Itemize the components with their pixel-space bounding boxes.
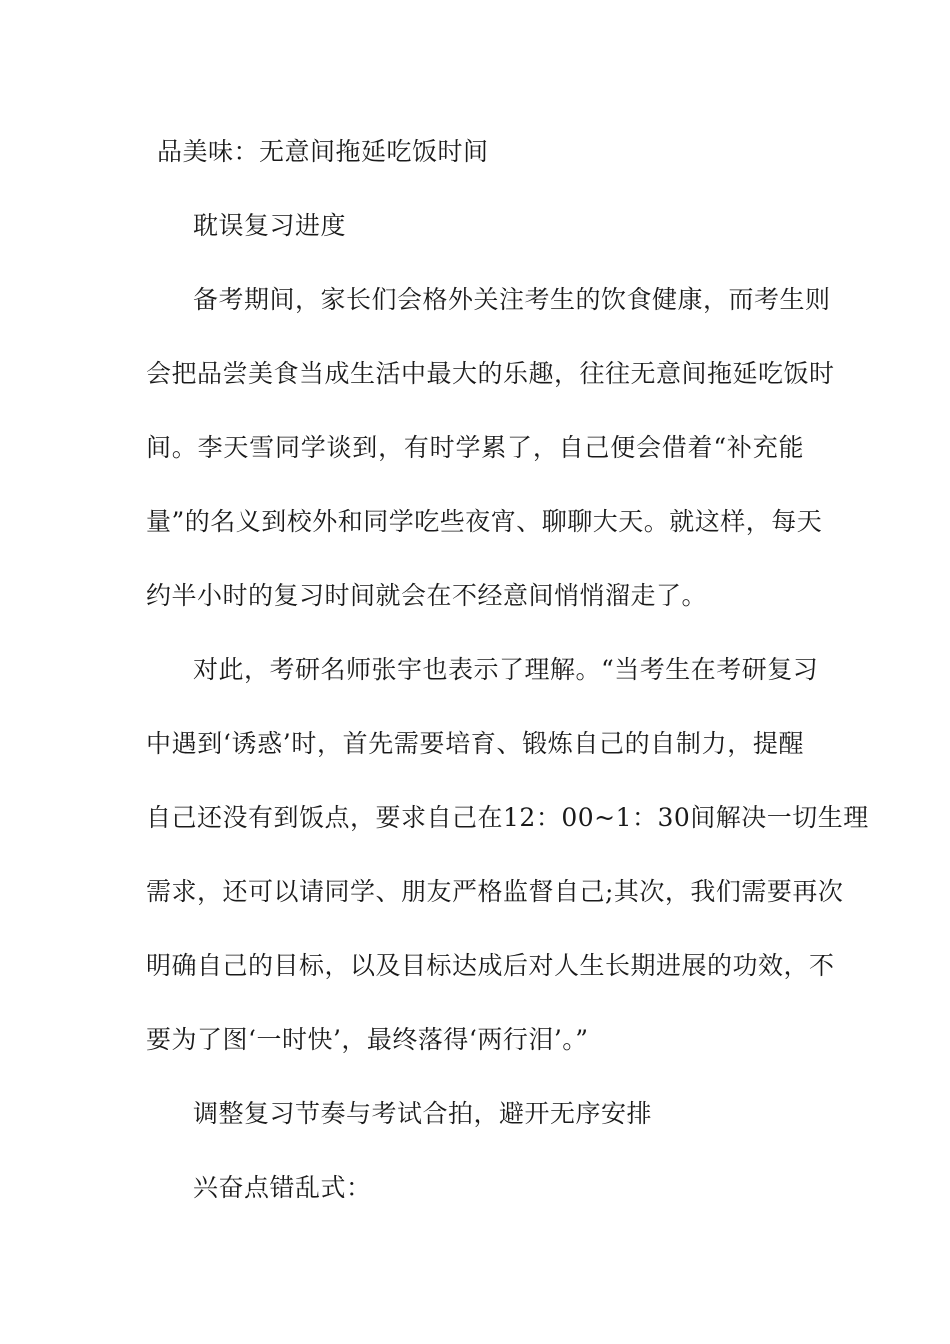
paragraph-line: 中遇到‘诱惑’时，首先需要培育、锻炼自己的自制力，提醒 xyxy=(146,729,804,758)
section-heading: 品美味：无意间拖延吃饭时间 xyxy=(157,137,489,166)
paragraph-line: 量”的名义到校外和同学吃些夜宵、聊聊大天。就这样，每天 xyxy=(146,507,823,536)
paragraph-line: 对此，考研名师张宇也表示了理解。“当考生在考研复习 xyxy=(193,655,819,684)
paragraph-line: 自己还没有到饭点，要求自己在12：00~1：30间解决一切生理 xyxy=(146,803,869,832)
subsection-heading: 兴奋点错乱式： xyxy=(193,1173,372,1202)
paragraph-line: 间。李天雪同学谈到，有时学累了，自己便会借着“补充能 xyxy=(146,433,804,462)
paragraph-line: 会把品尝美食当成生活中最大的乐趣，往往无意间拖延吃饭时 xyxy=(146,359,835,388)
paragraph-line: 明确自己的目标，以及目标达成后对人生长期进展的功效，不 xyxy=(146,951,835,980)
section-heading-continuation: 耽误复习进度 xyxy=(193,211,347,240)
paragraph-line: 备考期间，家长们会格外关注考生的饮食健康，而考生则 xyxy=(193,285,831,314)
section-heading: 调整复习节奏与考试合拍，避开无序安排 xyxy=(193,1099,653,1128)
paragraph-line: 约半小时的复习时间就会在不经意间悄悄溜走了。 xyxy=(146,581,708,610)
paragraph-line: 要为了图‘一时快’，最终落得‘两行泪’。” xyxy=(146,1025,589,1054)
paragraph-line: 需求，还可以请同学、朋友严格监督自己;其次，我们需要再次 xyxy=(146,877,844,906)
